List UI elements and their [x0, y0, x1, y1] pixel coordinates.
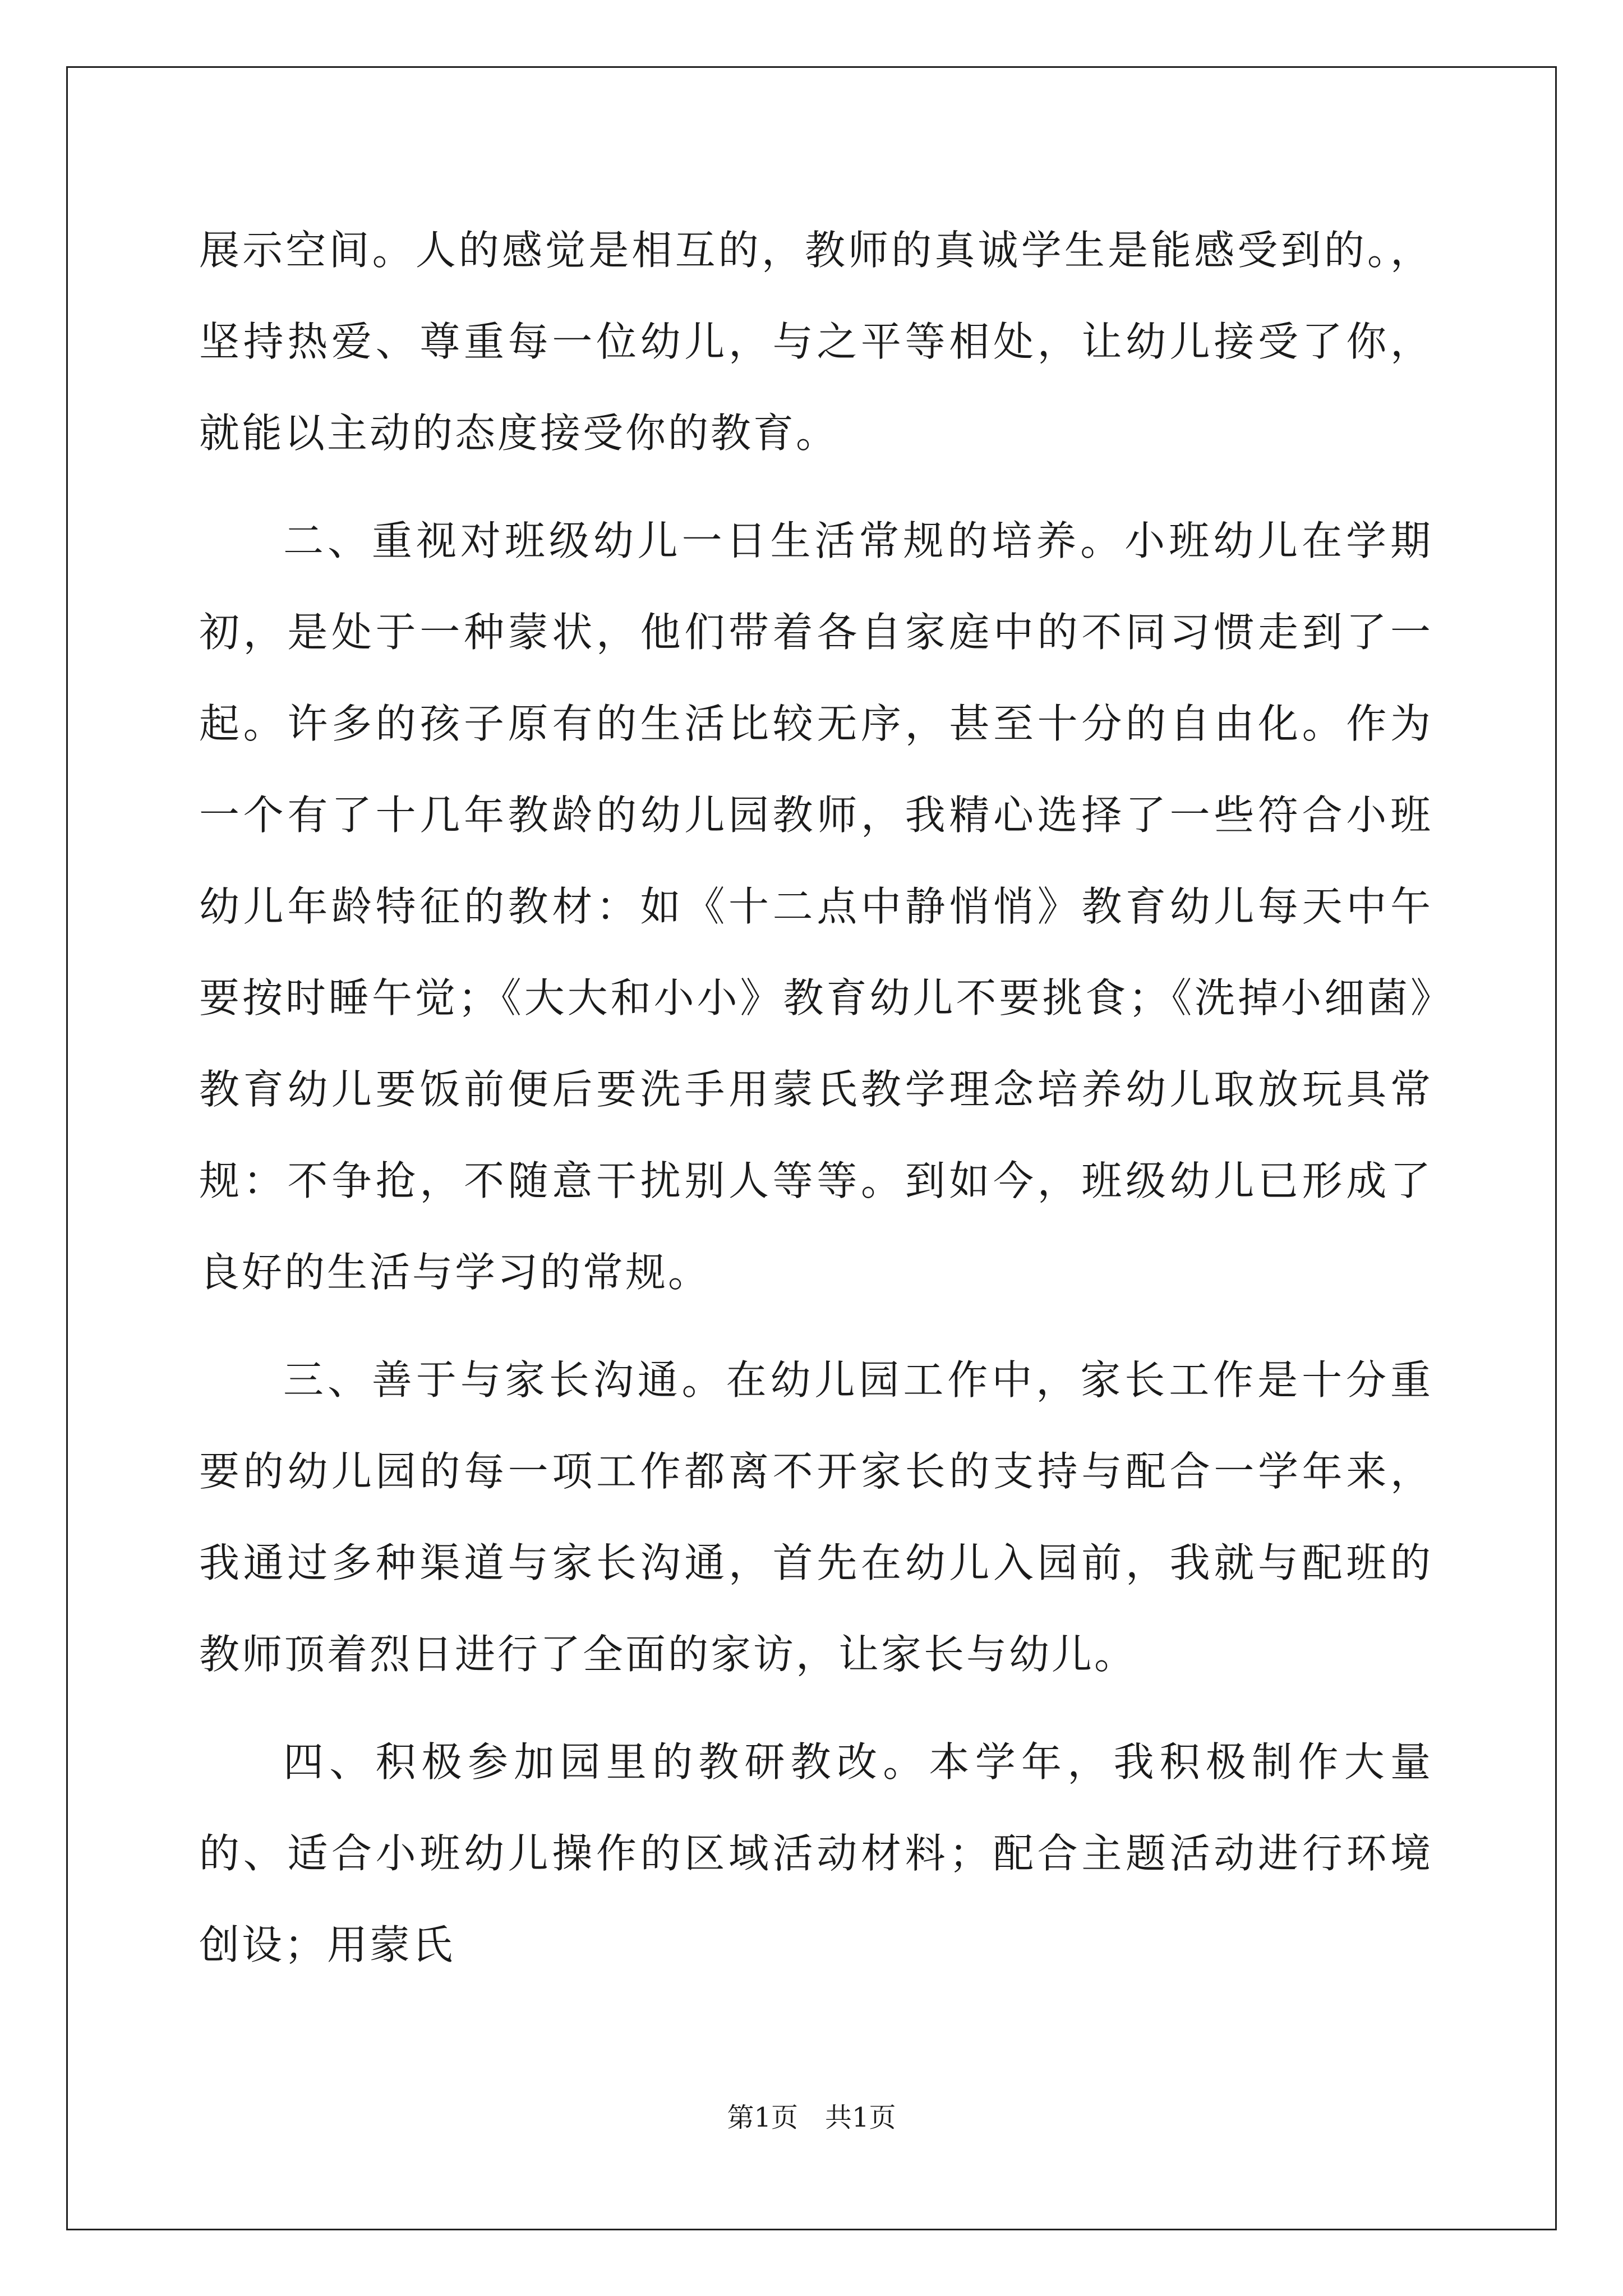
page-footer	[0, 2101, 1623, 2134]
document-body	[199, 205, 1433, 1991]
paragraph-1: 展示空间。人的感觉是相互的，教师的真诚学生是能感受到的。，坚持热爱、尊重每一位幼儿，与之平等相处，让幼儿接受了你，就能以主动的态度接受你的教育。	[199, 227, 1433, 457]
paragraph-4: 四、积极参加园里的教研教改。本学年，我积极制作大量的、适合小班幼儿操作的区域活动材料；配合主题活动进行环境创设；用蒙氏	[199, 1738, 1433, 1968]
paragraph-2: 二、重视对班级幼儿一日生活常规的培养。小班幼儿在学期初，是处于一种蒙状，他们带着各自家庭中的不同习惯走到了一起。许多的孩子原有的生活比较无序，甚至十分的自由化。作为一个有了十几年教龄的幼儿园教师，我精心选择了一些符合小班幼儿年龄特征的教材：如《十二点中静悄悄》教育幼儿每天中午要按时睡午觉；《大大和小小》教育幼儿不要挑食；《洗掉小细菌》教育幼儿要饭前便后要洗手用蒙氏教学理念培养幼儿取放玩具常规：不争抢，不随意干扰别人等等。到如今，班级幼儿已形成了良好的生活与学习的常规。	[199, 517, 1433, 1296]
paragraph-3: 三、善于与家长沟通。在幼儿园工作中，家长工作是十分重要的幼儿园的每一项工作都离不开家长的支持与配合一学年来，我通过多种渠道与家长沟通，首先在幼儿入园前，我就与配班的教师顶着烈日进行了全面的家访，让家长与幼儿。	[199, 1356, 1433, 1678]
page-number: 第1页	[727, 2102, 798, 2133]
page-total: 共1页	[825, 2102, 896, 2133]
